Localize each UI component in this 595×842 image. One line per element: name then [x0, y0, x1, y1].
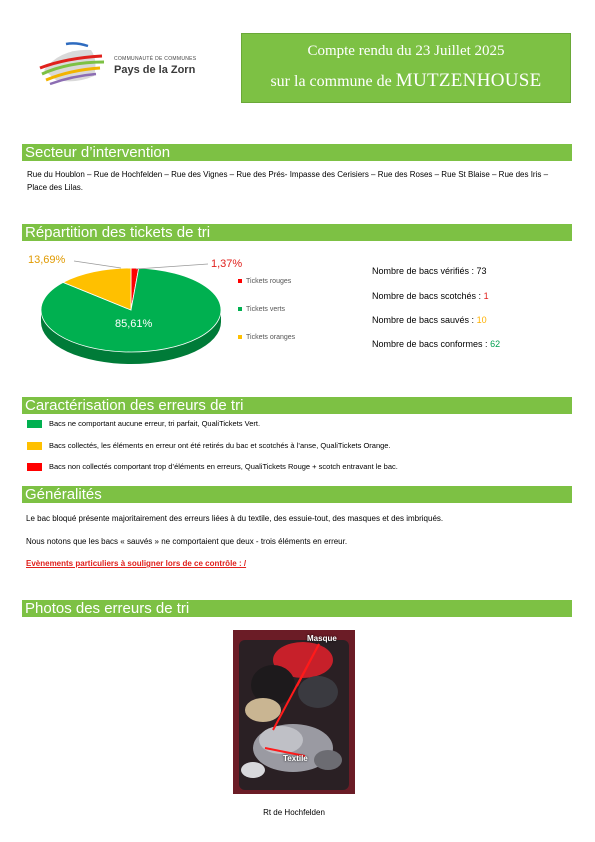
commune-name: MUTZENHOUSE	[395, 70, 542, 91]
pie-label-green: 85,61%	[115, 318, 153, 330]
stat-sauves	[372, 315, 487, 325]
stat-label: Nombre de bacs sauvés :	[372, 315, 477, 325]
stat-label: Nombre de bacs scotchés :	[372, 291, 484, 301]
banner-commune-line	[242, 70, 570, 92]
error-text: Bacs non collectés comportant trop d’éléments en erreurs, QualiTickets Rouge + scotch entravant le bac.	[49, 462, 398, 471]
generalites-paragraph-1: Le bac bloqué présente majoritairement des erreurs liées à du textile, des essuie-tout, des masques et des imbriqués.	[26, 514, 444, 523]
stat-label: Nombre de bacs conformes :	[372, 339, 491, 349]
photo-caption: Rt de Hochfelden	[263, 808, 325, 817]
legend-item-orange	[238, 334, 358, 341]
leader-line-orange	[74, 261, 121, 268]
logo-subtitle: COMMUNAUTÉ DE COMMUNES	[114, 56, 197, 62]
stat-value: 73	[476, 266, 487, 276]
error-swatch-green	[27, 420, 42, 428]
error-swatch-orange	[27, 442, 42, 450]
logo-icon	[36, 40, 111, 90]
pie-label-orange: 13,69%	[28, 254, 66, 266]
logo	[36, 40, 216, 90]
photo-label-textile: Textile	[283, 754, 308, 763]
legend-dot-red	[238, 279, 242, 283]
section-photos: Photos des erreurs de tri	[22, 600, 572, 617]
legend-label: Tickets oranges	[246, 334, 296, 341]
banner-prefix: sur la commune de	[270, 73, 392, 90]
stat-conformes	[372, 339, 500, 349]
pie-label-red: 1,37%	[211, 258, 243, 270]
generalites-paragraph-2: Nous notons que les bacs « sauvés » ne comportaient que deux - trois éléments en erreur.	[26, 537, 348, 546]
error-text: Bacs ne comportant aucune erreur, tri parfait, QualiTickets Vert.	[49, 419, 261, 428]
section-caracterisation: Caractérisation des erreurs de tri	[22, 397, 572, 414]
legend-label: Tickets rouges	[246, 278, 292, 285]
pie-chart	[26, 250, 246, 380]
banner-title: Compte rendu du 23 Juillet 2025	[307, 43, 505, 59]
error-item-green	[27, 419, 260, 428]
legend-label: Tickets verts	[246, 306, 286, 313]
error-item-red	[27, 462, 398, 471]
bin-photo-image	[233, 630, 355, 794]
error-swatch-red	[27, 463, 42, 471]
error-item-orange	[27, 441, 391, 450]
stat-value: 1	[483, 291, 489, 301]
streets-list: Rue du Houblon – Rue de Hochfelden – Rue des Vignes – Rue des Prés- Impasse des Cerisiers – Rue des Roses – Rue St Blaise – Rue des Iris – Place des Lilas.	[27, 170, 549, 192]
section-secteur: Secteur d’intervention	[22, 144, 572, 161]
section-generalites: Généralités	[22, 486, 572, 503]
stat-label: Nombre de bacs vérifiés :	[372, 266, 477, 276]
legend-dot-orange	[238, 335, 242, 339]
photo-label-masque: Masque	[307, 634, 337, 643]
stat-value: 62	[490, 339, 501, 349]
legend-item-green	[238, 306, 358, 313]
section-repartition: Répartition des tickets de tri	[22, 224, 572, 241]
legend-item-red	[238, 278, 358, 285]
logo-title: Pays de la Zorn	[114, 64, 196, 76]
leader-line-red	[136, 264, 208, 269]
error-text: Bacs collectés, les éléments en erreur ont été retirés du bac et scotchés à l’anse, QualiTickets Orange.	[49, 441, 391, 450]
generalites-events: Evènements particuliers à souligner lors de ce contrôle : /	[26, 559, 247, 568]
stat-value: 10	[476, 315, 487, 325]
bin-photo	[233, 630, 355, 794]
stat-scotches	[372, 291, 489, 301]
stat-verifies	[372, 266, 487, 276]
legend-dot-green	[238, 307, 242, 311]
report-banner	[241, 33, 571, 103]
